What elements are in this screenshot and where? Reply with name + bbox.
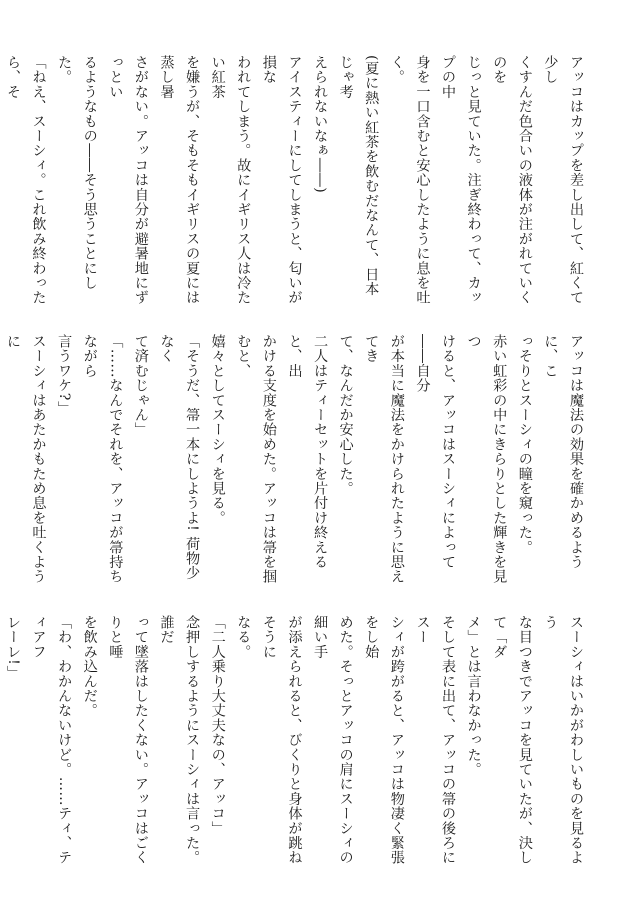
text-line: えられないなぁ――) [312,55,329,194]
text-line: を嫌うが、そもそもイギリスの夏には蒸し暑 [158,55,201,305]
text-line: 「二人乗り大丈夫なの、アッコ」 [209,615,226,836]
text-line: スーシィはあたかもため息を吐くように [4,334,47,584]
text-line: 赤い虹彩の中にきらりとした輝きを見つ [465,334,508,584]
text-line: アイスティーにしてしまうと、匂いが損な [260,55,303,305]
text-line: じっと見ていた。注ぎ終わって、カップの中 [440,55,482,305]
text-column-top [4,55,588,307]
text-line: シィが跨がると、アッコは物凄く緊張をし始 [363,615,405,865]
text-line: 「わ、わかんないけど。……ティ、ティアフ [30,615,73,865]
text-line: われてしまう。故にイギリス人は冷たい紅茶 [209,55,252,305]
text-line: 「ねえ、スーシィ。これ飲み終わったら、そ [4,55,47,305]
text-line: けると、アッコはスーシィによって――自分 [414,334,457,570]
text-line: レーレ!」 [4,615,21,681]
text-line: なる。 [235,615,252,660]
text-line: って墜落はしたくない。アッコはごくりと唾 [107,615,149,865]
text-line: 「そうだ、箒一本にしようよ! 荷物少なく [158,334,201,581]
text-line: 嬉々としてスーシィを見る。 [209,334,226,526]
text-line: メ」とは言わなかった。 [465,615,482,777]
text-line: かける支度を始めた。アッコは箒を掴むと、 [235,334,277,584]
text-line: な目つきでアッコを見ていたが、決して「ダ [491,615,533,865]
text-line: そして表に出て、アッコの箒の後ろにスー [414,615,457,865]
text-line: っそりとスーシィの瞳を窺った。 [516,334,533,555]
text-line: めた。そっとアッコの肩にスーシィの細い手 [312,615,354,865]
text-line: 身を一口含むと安心したように息を吐く。 [388,55,431,305]
text-line: て済むじゃん」 [132,334,149,437]
text-line: さがない。アッコは自分が避暑地にずっとい [107,55,149,305]
text-line: くすんだ色合いの液体が注がれていくのを [491,55,533,305]
text-line: 念押しするようにスーシィは言った。誰だ [158,615,201,865]
text-line: を飲み込んだ。 [81,615,98,718]
text-line: アッコは魔法の効果を確かめるように、こ [542,334,584,570]
text-line: 二人はティーセットを片付け終えると、出 [286,334,329,570]
text-line: (夏に熱い紅茶を飲むだなんて、日本じゃ考 [337,55,380,297]
text-line: るようなもの――そう思うことにした。 [56,55,98,291]
text-line: 言うワケ?」 [56,334,73,416]
text-line: て、なんだか安心した。 [337,334,354,496]
text-column-bottom [4,615,588,873]
text-line: 「……なんでそれを、アッコが箒持ちながら [81,334,124,584]
text-line: が本当に魔法をかけられたように思えてき [363,334,405,584]
text-line: が添えられると、びくりと身体が跳ねそうに [260,615,303,865]
text-line: スーシィはいかがわしいものを見るよう [542,615,584,865]
text-line: アッコはカップを差し出して、紅くて少し [542,55,584,305]
text-column-middle [4,334,588,592]
